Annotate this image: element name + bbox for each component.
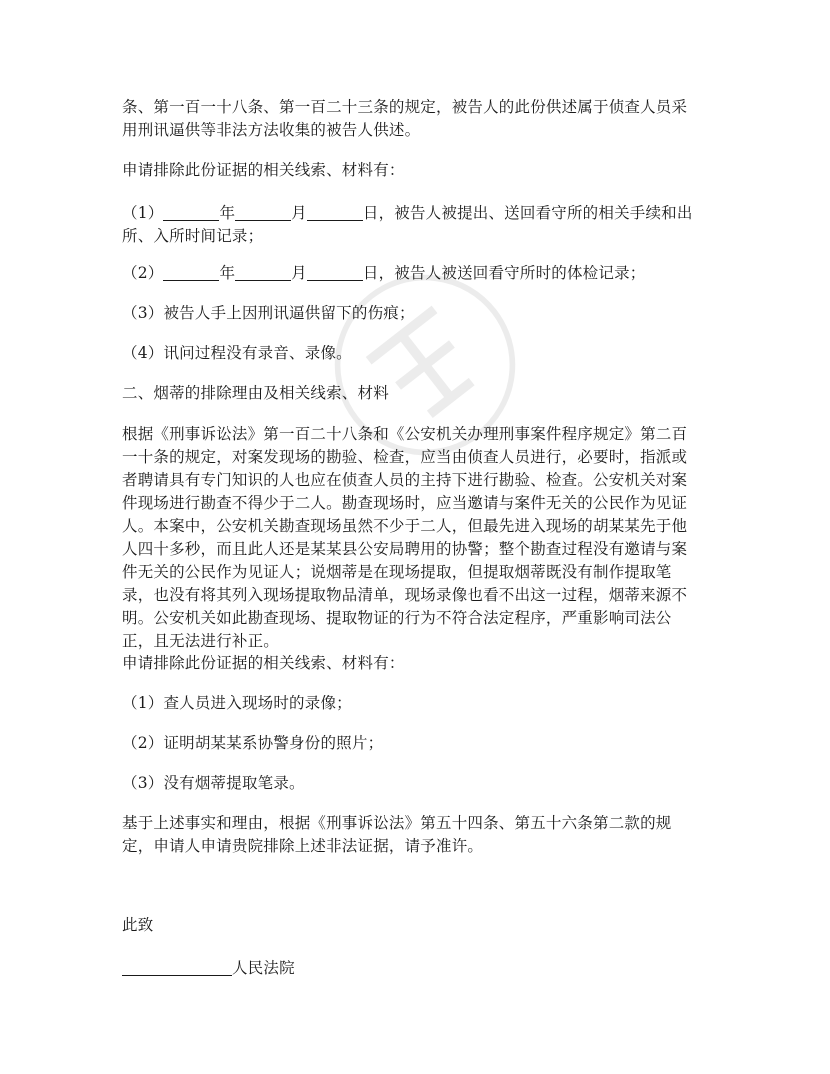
evidence-materials-heading-1: 申请排除此份证据的相关线索、材料有： <box>122 161 405 179</box>
paragraph-conclusion: 基于上述事实和理由，根据《刑事诉讼法》第五十四条、第五十六条第二款的规 定，申请人申请贵院排除上述非法证据，请予准许。 <box>122 814 672 855</box>
paragraph-reasoning: 根据《刑事诉讼法》第一百二十八条和《公安机关办理刑事案件程序规定》第二百 一十条的规定，对案发现场的勘验、检查，应当由侦查人员进行，必要时，指派或 者聘请具有专门知识的人也应在侦查人员的主持下进行勘验、检查。公安机关对案 件现场进行勘查不得少于二人。勘查现场时，应当邀请与案件无关的公民作为见证 人。本案中，公安机关勘查现场虽然不少于二人，但最先进入现场的胡某某先于他 人四十多秒，而且此人还是某某县公安局聘用的协警；整个勘查过程没有邀请与案 件无关的公民作为见证人；说烟蒂是在现场提取，但提取烟蒂既没有制作提取笔 录，也没有将其列入现场提取物品清单，现场录像也看不出这一过程，烟蒂来源不 明。公安机关如此勘查现场、提取物证的行为不符合法定程序，严重影响司法公 正，且无法进行补正。 <box>122 425 688 650</box>
court-addressee: 人民法院 <box>122 957 722 980</box>
list-item-6: （2）证明胡某某系协警身份的照片； <box>122 734 384 752</box>
closing-salutation: 此致 <box>122 916 154 934</box>
blank-field-year <box>163 203 219 221</box>
list-item-1: （1） 年 月 日，被告人被提出、送回看守所的相关手续和出 所、入所时间记录； <box>122 204 693 245</box>
evidence-materials-heading-2: 申请排除此份证据的相关线索、材料有： <box>122 654 405 672</box>
blank-field-month <box>235 203 291 221</box>
list-item-5: （1）查人员进入现场时的录像； <box>122 694 352 712</box>
section-heading-2: 二、烟蒂的排除理由及相关线索、材料 <box>122 384 389 402</box>
blank-field-year <box>163 263 219 281</box>
list-item-3: （3）被告人手上因刑讯逼供留下的伤痕； <box>122 304 415 322</box>
paragraph-continuation: 条、第一百一十八条、第一百二十三条的规定，被告人的此份供述属于侦查人员采 用刑讯逼供等非法方法收集的被告人供述。 <box>122 98 688 139</box>
blank-field-month <box>235 263 291 281</box>
blank-field-day <box>307 203 363 221</box>
list-item-4: （4）讯问过程没有录音、录像。 <box>122 344 352 362</box>
blank-field-court-name <box>122 958 232 976</box>
list-item-7: （3）没有烟蒂提取笔录。 <box>122 774 305 792</box>
blank-field-day <box>307 263 363 281</box>
list-item-2: （2） 年 月 日，被告人被送回看守所时的体检记录； <box>122 264 646 282</box>
